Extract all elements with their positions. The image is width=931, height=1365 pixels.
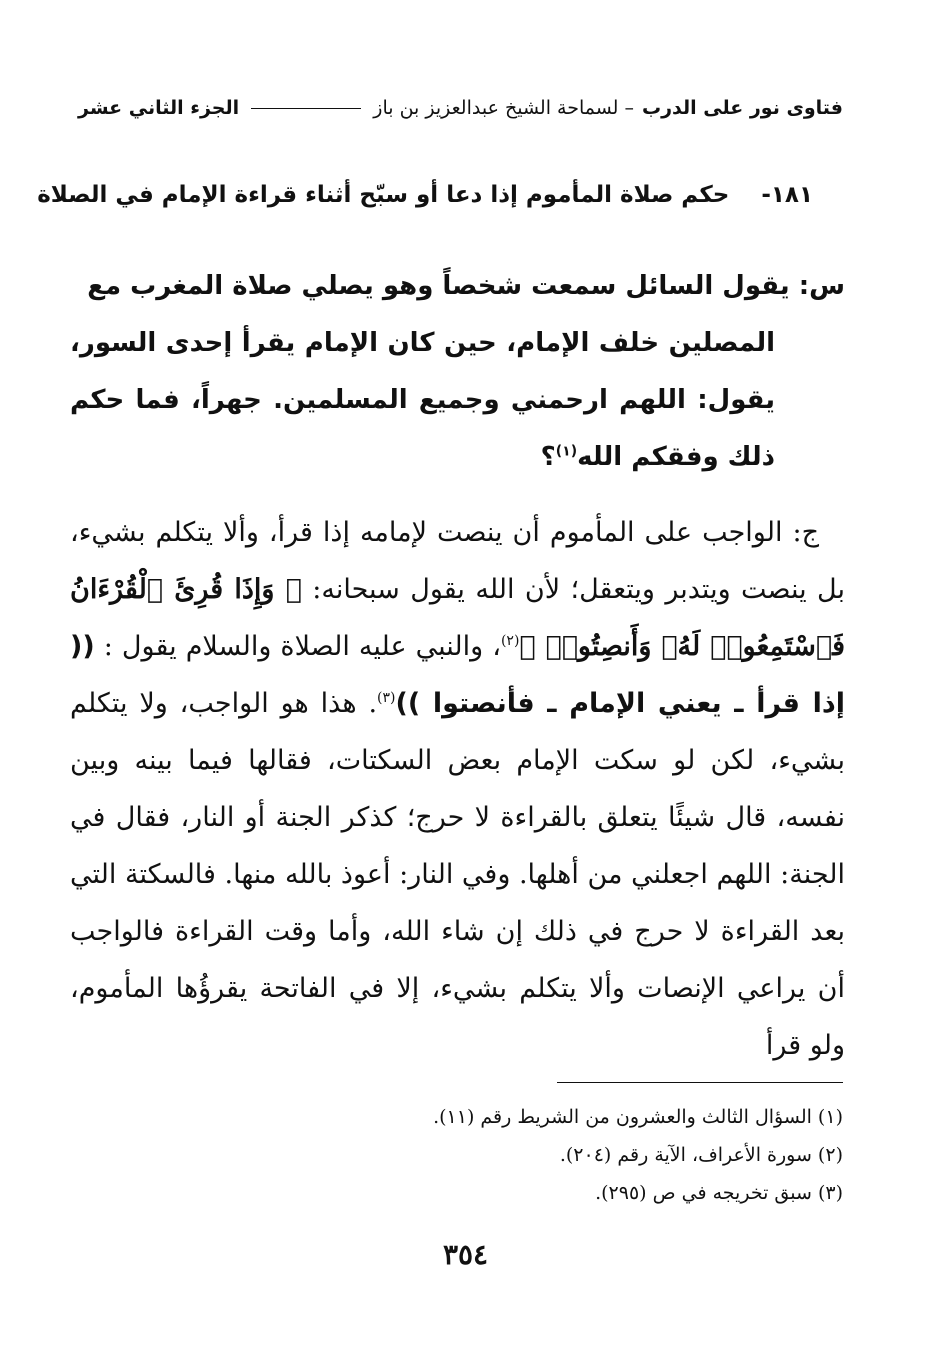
fatwa-number: ١٨١- bbox=[761, 182, 813, 208]
footnote-ref-3[interactable]: (٣) bbox=[377, 690, 396, 706]
header-rule bbox=[251, 108, 361, 109]
volume-label: الجزء الثاني عشر bbox=[78, 97, 240, 119]
question-line-3: اللهم ارحمني وجميع المسلمين. جهراً، فما حكم ذلك وفقكم bbox=[70, 385, 775, 472]
page-number: ٣٥٤ bbox=[442, 1238, 489, 1271]
fatwa-heading bbox=[37, 182, 813, 208]
book-series-title: فتاوى نور على الدرب bbox=[642, 97, 843, 119]
answer-label: ج: bbox=[792, 517, 819, 548]
fatwa-title: حكم صلاة المأموم إذا دعا أو سبّح أثناء قراءة الإمام في الصلاة bbox=[37, 182, 730, 208]
footnote-ref-1[interactable]: (١) bbox=[555, 443, 578, 460]
answer-text-3: . هذا هو الواجب، ولا يتكلم بشيء، لكن لو سكت الإمام بعض السكتات، فقالها فيما بينه وبين نفسه، قال شيئًا يتعلق بالقراءة لا حرج؛ كذكر الجنة أو النار، فقال في الجنة: اللهم اجعلني من أهلها. وفي النار: أعوذ بالله منها. فالسكتة التي بعد القراءة لا حرج في ذلك إن شاء الله، وأما وقت القراءة فالواجب أن يراعي الإنصات وألا يتكلم بشيء، إلا في الفاتحة يقرؤُها المأموم، ولو قرأ bbox=[70, 688, 845, 1061]
footnote-ref-2[interactable]: (٢) bbox=[500, 633, 520, 649]
question-line-2: المصلين خلف الإمام، حين كان الإمام يقرأ إحدى السور، يقول: bbox=[70, 328, 775, 415]
question-continuation bbox=[70, 315, 845, 486]
footnote-2: (٢) سورة الأعراف، الآية رقم (٢٠٤). bbox=[559, 1144, 843, 1166]
question-line-4: الله bbox=[577, 442, 623, 472]
author-name: – لسماحة الشيخ عبدالعزيز بن باز bbox=[373, 97, 634, 119]
running-header bbox=[78, 88, 843, 128]
question-paragraph bbox=[70, 258, 845, 486]
question-label: س: bbox=[798, 271, 845, 301]
footnote-3: (٣) سبق تخريجه في ص (٢٩٥). bbox=[595, 1182, 843, 1204]
footnotes bbox=[300, 1098, 843, 1212]
question-mark: ؟ bbox=[540, 442, 556, 472]
answer-text-1: الواجب على المأموم أن ينصت لإمامه إذا قرأ، وألا يتكلم بشيء، بل ينصت ويتدبر ويتعقل؛ لأن الله يقول سبحانه: bbox=[70, 517, 845, 605]
question-line-1: يقول السائل سمعت شخصاً وهو يصلي صلاة المغرب مع bbox=[87, 271, 790, 301]
hadith-quote: (( إذا قرأ ـ يعني الإمام ـ فأنصتوا )) bbox=[70, 631, 846, 719]
fatwa-body bbox=[70, 258, 845, 1074]
answer-paragraph bbox=[70, 504, 845, 1074]
quran-verse: ﴿ وَإِذَا قُرِئَ ٱلْقُرْءَانُ فَٱسْتَمِعُوا۟ لَهُۥ وَأَنصِتُوا۟ ﴾ bbox=[70, 574, 845, 662]
footnote-separator bbox=[557, 1082, 843, 1083]
answer-text-2: ، والنبي عليه الصلاة والسلام يقول : bbox=[103, 631, 501, 662]
footnote-1: (١) السؤال الثالث والعشرون من الشريط رقم (١١). bbox=[433, 1106, 843, 1128]
